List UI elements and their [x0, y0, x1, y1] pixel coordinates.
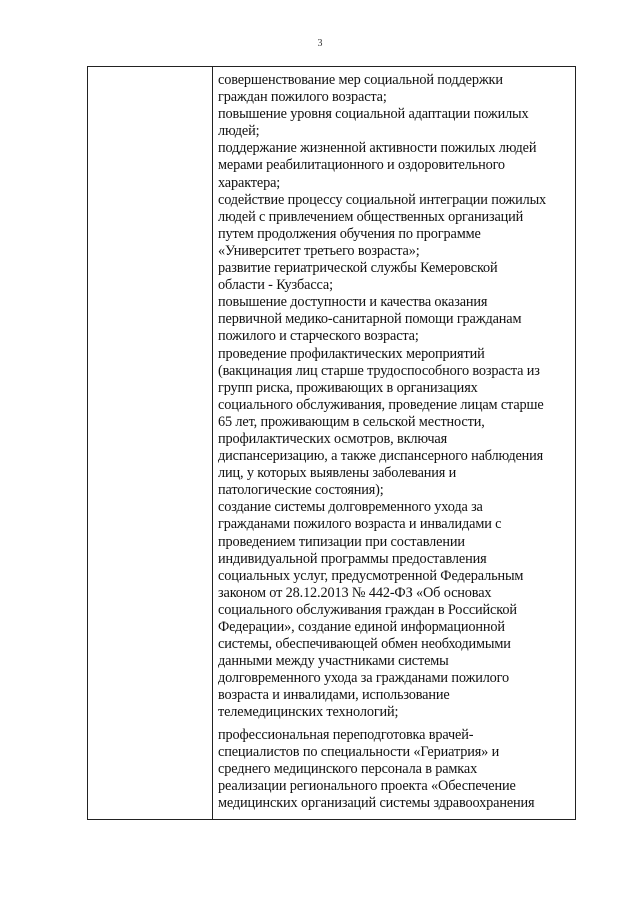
text-line: граждан пожилого возраста;: [218, 89, 387, 106]
text-line: проведением типизации при составлении: [218, 533, 465, 550]
text-line: групп риска, проживающих в организациях: [218, 379, 478, 396]
text-line: первичной медико-санитарной помощи гражданам: [218, 311, 522, 328]
text-line: социального обслуживания, проведение лицам старше: [218, 396, 544, 413]
text-line: повышение уровня социальной адаптации пожилых: [218, 106, 529, 123]
text-line: людей;: [218, 123, 260, 140]
text-line: содействие процессу социальной интеграции пожилых: [218, 191, 547, 208]
text-line: среднего медицинского персонала в рамках: [218, 760, 478, 777]
text-line: телемедицинских технологий;: [218, 704, 399, 721]
text-line: проведение профилактических мероприятий: [218, 345, 485, 362]
text-line: совершенствование мер социальной поддержки: [218, 72, 503, 88]
text-line: людей с привлечением общественных организаций: [218, 208, 524, 225]
text-line: области - Кузбасса;: [218, 277, 333, 294]
text-line: мерами реабилитационного и оздоровительного: [218, 157, 505, 174]
text-line: данными между участниками системы: [218, 653, 449, 670]
text-line: пожилого и старческого возраста;: [218, 328, 419, 345]
text-line: «Университет третьего возраста»;: [218, 242, 420, 259]
text-line: создание системы долговременного ухода за: [218, 499, 483, 516]
text-line: (вакцинация лиц старше трудоспособного возраста из: [218, 362, 540, 379]
text-line: специалистов по специальности «Гериатрия» и: [218, 743, 500, 760]
text-line: гражданами пожилого возраста и инвалидами с: [218, 516, 502, 533]
text-line: системы, обеспечивающей обмен необходимыми: [218, 636, 511, 653]
text-line: поддержание жизненной активности пожилых людей: [218, 140, 537, 157]
text-line: социальных услуг, предусмотренной Федеральным: [218, 567, 524, 584]
text-line: профилактических осмотров, включая: [218, 430, 448, 447]
text-line: 65 лет, проживающим в сельской местности,: [218, 413, 485, 430]
text-line: патологические состояния);: [218, 482, 384, 499]
document-table: [87, 66, 576, 820]
text-line: диспансеризацию, а также диспансерного наблюдения: [218, 448, 544, 465]
page-number: 3: [317, 38, 323, 49]
text-line: долговременного ухода за гражданами пожилого: [218, 670, 510, 687]
text-line: медицинских организаций системы здравоохранения: [218, 794, 535, 811]
text-line: Федерации», создание единой информационной: [218, 619, 505, 635]
text-line: повышение доступности и качества оказания: [218, 294, 488, 311]
text-line: путем продолжения обучения по программе: [218, 225, 481, 242]
text-line: профессиональная переподготовка врачей-: [218, 726, 474, 743]
table-right-cell: [213, 67, 575, 819]
text-line: индивидуальной программы предоставления: [218, 550, 487, 567]
table-left-cell: [88, 67, 213, 819]
text-line: лиц, у которых выявлены заболевания и: [218, 465, 457, 482]
text-line: возраста и инвалидами, использование: [218, 687, 450, 704]
text-line: развитие гериатрической службы Кемеровской: [218, 260, 498, 277]
text-line: социального обслуживания граждан в Российской: [218, 601, 517, 618]
text-line: характера;: [218, 174, 281, 191]
text-line: реализации регионального проекта «Обеспечение: [218, 777, 516, 794]
text-line: законом от 28.12.2013 № 442-ФЗ «Об основах: [218, 584, 492, 601]
